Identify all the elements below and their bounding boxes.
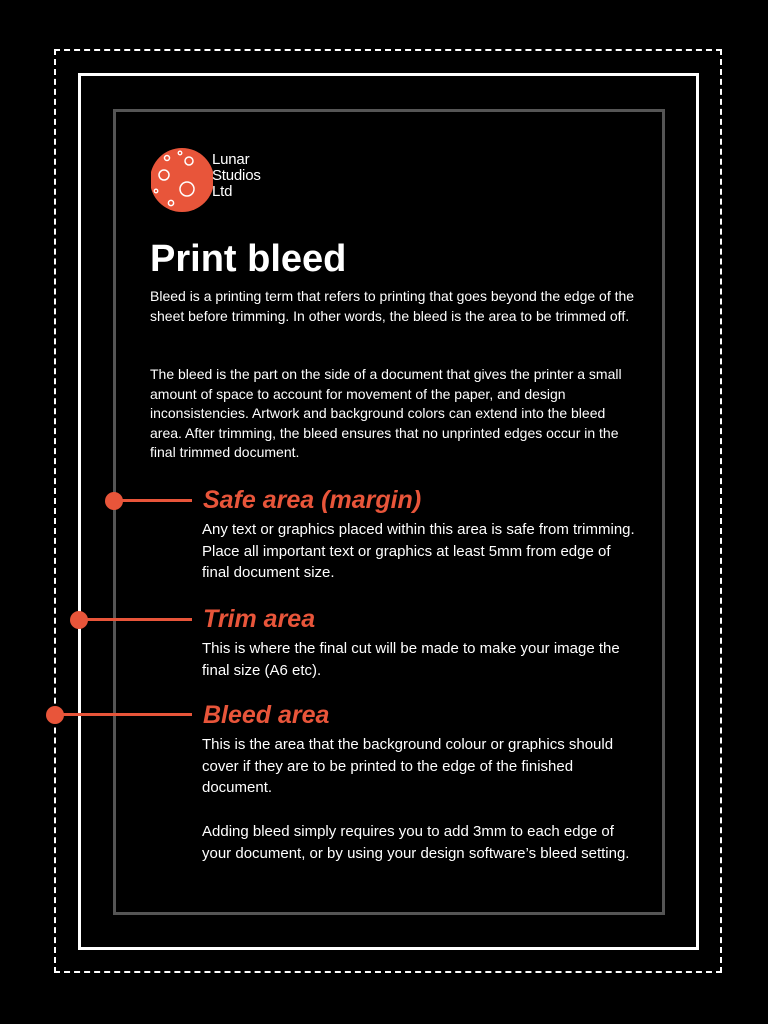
- safe-area-heading: Safe area (margin): [203, 486, 422, 514]
- bleed-area-heading: Bleed area: [203, 701, 330, 729]
- bleed-area-leader-line: [55, 713, 192, 716]
- trim-area-leader-line: [79, 618, 192, 621]
- brand-name-line: Studios: [212, 167, 261, 184]
- intro-paragraph: The bleed is the part on the side of a document that gives the printer a small amount of space to account for movement of the paper, and design inconsistencies. Artwork and background colors can extend into the bleed area. After trimming, the bleed ensures that no unprinted edges occur in the final trimmed document.: [150, 366, 622, 460]
- safe-area-leader-line: [114, 499, 192, 502]
- brand-name: [212, 152, 261, 200]
- trim-area-heading: Trim area: [203, 605, 316, 633]
- safe-area-description: Any text or graphics placed within this area is safe from trimming. Place all important text or graphics at least 5mm from edge of final document size.: [202, 521, 635, 581]
- bleed-area-description: This is the area that the background colour or graphics should cover if they are to be printed to the edge of the finished document.: [202, 736, 614, 796]
- brand-logo: [151, 145, 281, 215]
- brand-name-line: Lunar: [212, 151, 250, 168]
- moon-icon: [151, 145, 213, 215]
- intro-paragraph: Bleed is a printing term that refers to printing that goes beyond the edge of the sheet before trimming. In other words, the bleed is the area to be trimmed off.: [150, 288, 635, 324]
- brand-name-line: Ltd: [212, 183, 233, 200]
- page-title: Print bleed: [150, 238, 347, 280]
- trim-area-description: This is where the final cut will be made to make your image the final size (A6 etc).: [202, 640, 620, 679]
- bleed-area-note: Adding bleed simply requires you to add 3mm to each edge of your document, or by using your design software’s bleed setting.: [202, 823, 630, 862]
